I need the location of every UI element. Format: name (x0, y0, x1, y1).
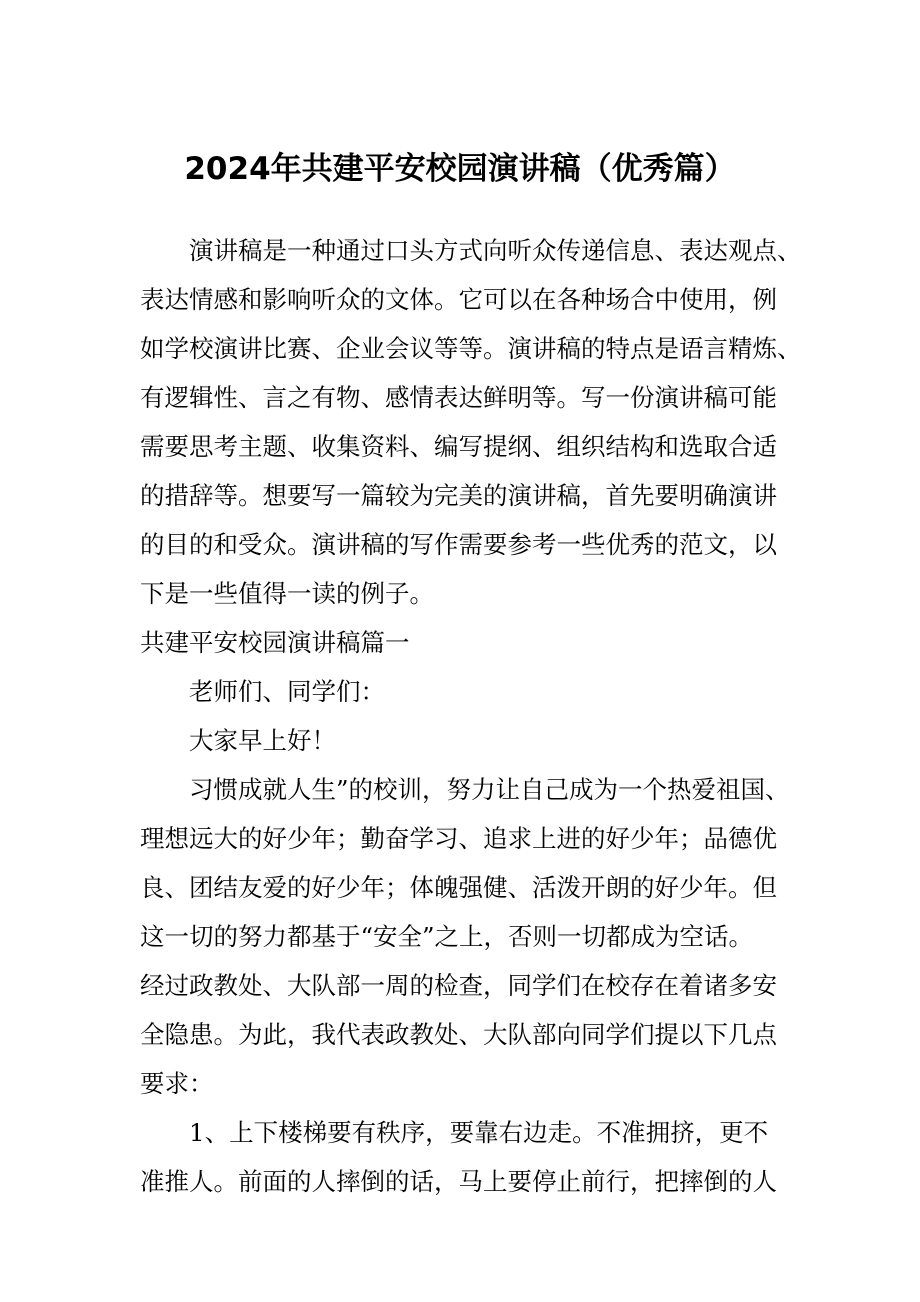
salutation: 老师们、同学们： (189, 677, 385, 706)
body-line: 这一切的努力都基于“安全”之上，否则一切都成为空话。 (140, 922, 754, 951)
body-line: 如学校演讲比赛、企业会议等等。演讲稿的特点是语言精炼、 (140, 334, 802, 363)
body-line: 理想远大的好少年；勤奋学习、追求上进的好少年；品德优 (140, 824, 777, 853)
list-item: 1、上下楼梯要有秩序，要靠右边走。不准拥挤，更不 (189, 1118, 769, 1147)
body-line: 准推人。前面的人摔倒的话，马上要停止前行，把摔倒的人 (140, 1167, 777, 1196)
body-line: 习惯成就人生”的校训，努力让自己成为一个热爱祖国、 (189, 775, 790, 804)
body-line: 的目的和受众。演讲稿的写作需要参考一些优秀的范文，以 (140, 530, 777, 559)
document-body (140, 226, 800, 1206)
body-line: 良、团结友爱的好少年；体魄强健、活泼开朗的好少年。但 (140, 873, 777, 902)
body-line: 经过政教处、大队部一周的检查，同学们在校存在着诸多安 (140, 971, 777, 1000)
body-line: 表达情感和影响听众的文体。它可以在各种场合中使用，例 (140, 285, 777, 314)
body-line: 全隐患。为此，我代表政教处、大队部向同学们提以下几点 (140, 1020, 777, 1049)
greeting: 大家早上好！ (189, 726, 336, 755)
body-line: 的措辞等。想要写一篇较为完美的演讲稿，首先要明确演讲 (140, 481, 777, 510)
section-heading: 共建平安校园演讲稿篇一 (140, 628, 410, 657)
body-line: 需要思考主题、收集资料、编写提纲、组织结构和选取合适 (140, 432, 777, 461)
body-line: 下是一些值得一读的例子。 (140, 579, 434, 608)
document-title: 2024年共建平安校园演讲稿（优秀篇） (184, 151, 736, 187)
body-line: 要求： (140, 1069, 214, 1098)
body-line: 有逻辑性、言之有物、感情表达鲜明等。写一份演讲稿可能 (140, 383, 777, 412)
body-line: 演讲稿是一种通过口头方式向听众传递信息、表达观点、 (189, 236, 802, 265)
